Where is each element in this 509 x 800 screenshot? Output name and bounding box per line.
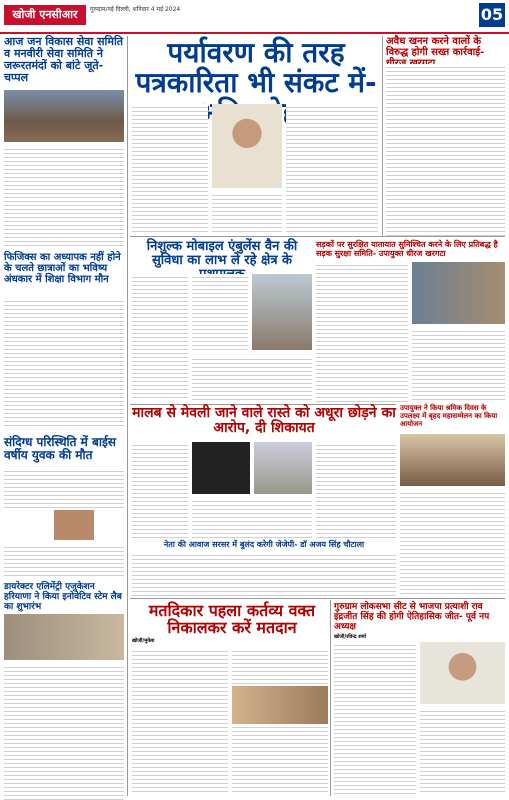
lead-body-col1 bbox=[132, 104, 208, 232]
second-body-col1 bbox=[132, 442, 188, 538]
bottom-byline: खोजी/मुकेश bbox=[132, 638, 155, 644]
roads-story bbox=[316, 240, 505, 258]
section-divider bbox=[130, 236, 505, 237]
labour-story bbox=[400, 404, 505, 428]
second-headline: मालब से मेवली जाने वाले रास्ते को अधूरा छोड़ने का आरोप, दी शिकायत bbox=[132, 405, 396, 436]
right-column bbox=[386, 36, 505, 69]
ambulance-headline: निशुल्क मोबाइल एंबुलेंस वैन की सुविधा का लाभ ले रहे क्षेत्र के bbox=[146, 239, 298, 268]
bottom-right-body bbox=[334, 642, 416, 794]
left-column bbox=[4, 35, 124, 612]
bottom-body-col1 bbox=[132, 648, 228, 794]
newspaper-brand: खोजी एनसीआर bbox=[4, 5, 86, 25]
bottom-right-portrait bbox=[420, 642, 505, 704]
right-story1-body bbox=[386, 64, 505, 236]
section-divider bbox=[130, 598, 505, 599]
ambulance-body-col2 bbox=[192, 274, 248, 352]
second-photo-2 bbox=[254, 442, 312, 494]
left-story1-photo bbox=[4, 90, 124, 142]
lead-headline: पर्यावरण की तरह पत्रकारिता भी संकट में- bbox=[135, 36, 377, 99]
lead-body-col2 bbox=[212, 192, 282, 232]
left-story4-title: डायरेक्टर एलिमेंट्री एजुकेशन हरियाणा ने किया इनोवेटिव स्टेम लैब का शुभारंभ bbox=[4, 582, 122, 612]
second-photo-1 bbox=[192, 442, 250, 494]
second-body-col2 bbox=[316, 442, 396, 538]
labour-photo bbox=[400, 434, 505, 486]
bottom-headline: मतदिकार पहला कर्तव्य वक्त निकालकर करें मतदान bbox=[148, 601, 316, 637]
bottom-right-headline: गुरुग्राम लोकसभा सीट से भाजपा प्रत्याशी राव इंद्रजीत सिंह की होगी ऐतिहासिक जीत- पूर्व नप अध्यक्ष bbox=[334, 602, 490, 632]
roads-body-col2 bbox=[412, 328, 505, 402]
bottom-photo bbox=[232, 686, 328, 724]
bottom-right-body2 bbox=[420, 708, 505, 794]
second-story bbox=[132, 406, 396, 436]
left-story1-title: आज जन विकास सेवा समिति व मनवीरी सेवा समिति ने जरूरतमंदों को बांटे जूते-चप्पल bbox=[4, 35, 124, 84]
jjp-body bbox=[132, 552, 396, 596]
ambulance-body-col3 bbox=[192, 356, 312, 400]
issue-meta: गुरुग्राम/नई दिल्ली, शनिवार 4 मई 2024 bbox=[90, 6, 181, 13]
lead-photo-portrait bbox=[212, 104, 282, 188]
column-divider bbox=[127, 36, 128, 796]
page-number: 05 bbox=[479, 3, 505, 27]
jjp-story bbox=[132, 540, 396, 549]
left-story3-body bbox=[4, 468, 124, 508]
left-story3-photo bbox=[54, 510, 94, 540]
roads-body-col1 bbox=[316, 262, 408, 402]
second-body-col3 bbox=[192, 498, 312, 538]
left-story1-body bbox=[4, 146, 124, 246]
ambulance-body-col1 bbox=[132, 274, 188, 400]
labour-headline: उपायुक्त ने किया श्रमिक दिवस के उपलक्ष्य में बृहद महासम्मेलन का किया आयोजन bbox=[400, 404, 498, 428]
bottom-right-story bbox=[334, 602, 505, 640]
jjp-headline: नेता की आवाज सरसर में बुलंद करेगी जेजेपी- डॉ अजय सिंह चौटाला bbox=[163, 540, 365, 549]
left-story4-body bbox=[4, 664, 124, 800]
bottom-right-byline: खोजी/रविन्द्र शर्मा bbox=[334, 634, 366, 640]
left-story4-photo bbox=[4, 614, 124, 660]
column-divider bbox=[330, 600, 331, 796]
left-story3-title: संदिग्ध परिस्थिति में बाईस वर्षीय युवक की मौत bbox=[4, 435, 117, 462]
left-story3-body2 bbox=[4, 544, 124, 578]
right-story1-title: अवैध खनन करने वालों के विरुद्ध होगी सख्त कार्रवाई- bbox=[386, 36, 485, 58]
bottom-story bbox=[132, 602, 332, 644]
masthead bbox=[0, 0, 509, 34]
labour-body bbox=[400, 490, 505, 596]
roads-photo bbox=[412, 262, 505, 324]
left-story2-body bbox=[4, 298, 124, 428]
lead-body-col3 bbox=[286, 104, 378, 232]
ambulance-photo bbox=[252, 274, 312, 350]
column-divider bbox=[382, 36, 383, 236]
roads-headline: सड़कों पर सुरक्षित यातायात सुनिश्चित करने के लिए प्रतिबद्ध है सड़क सुरक्षा समिति- उपायुक्त धीरज खरगटा bbox=[316, 240, 498, 258]
left-story2-title: फिजिक्स का अध्यापक नहीं होने के चलते छात्राओं का भविष्य अंधकार में शिक्षा विभाग मौन bbox=[4, 252, 121, 285]
